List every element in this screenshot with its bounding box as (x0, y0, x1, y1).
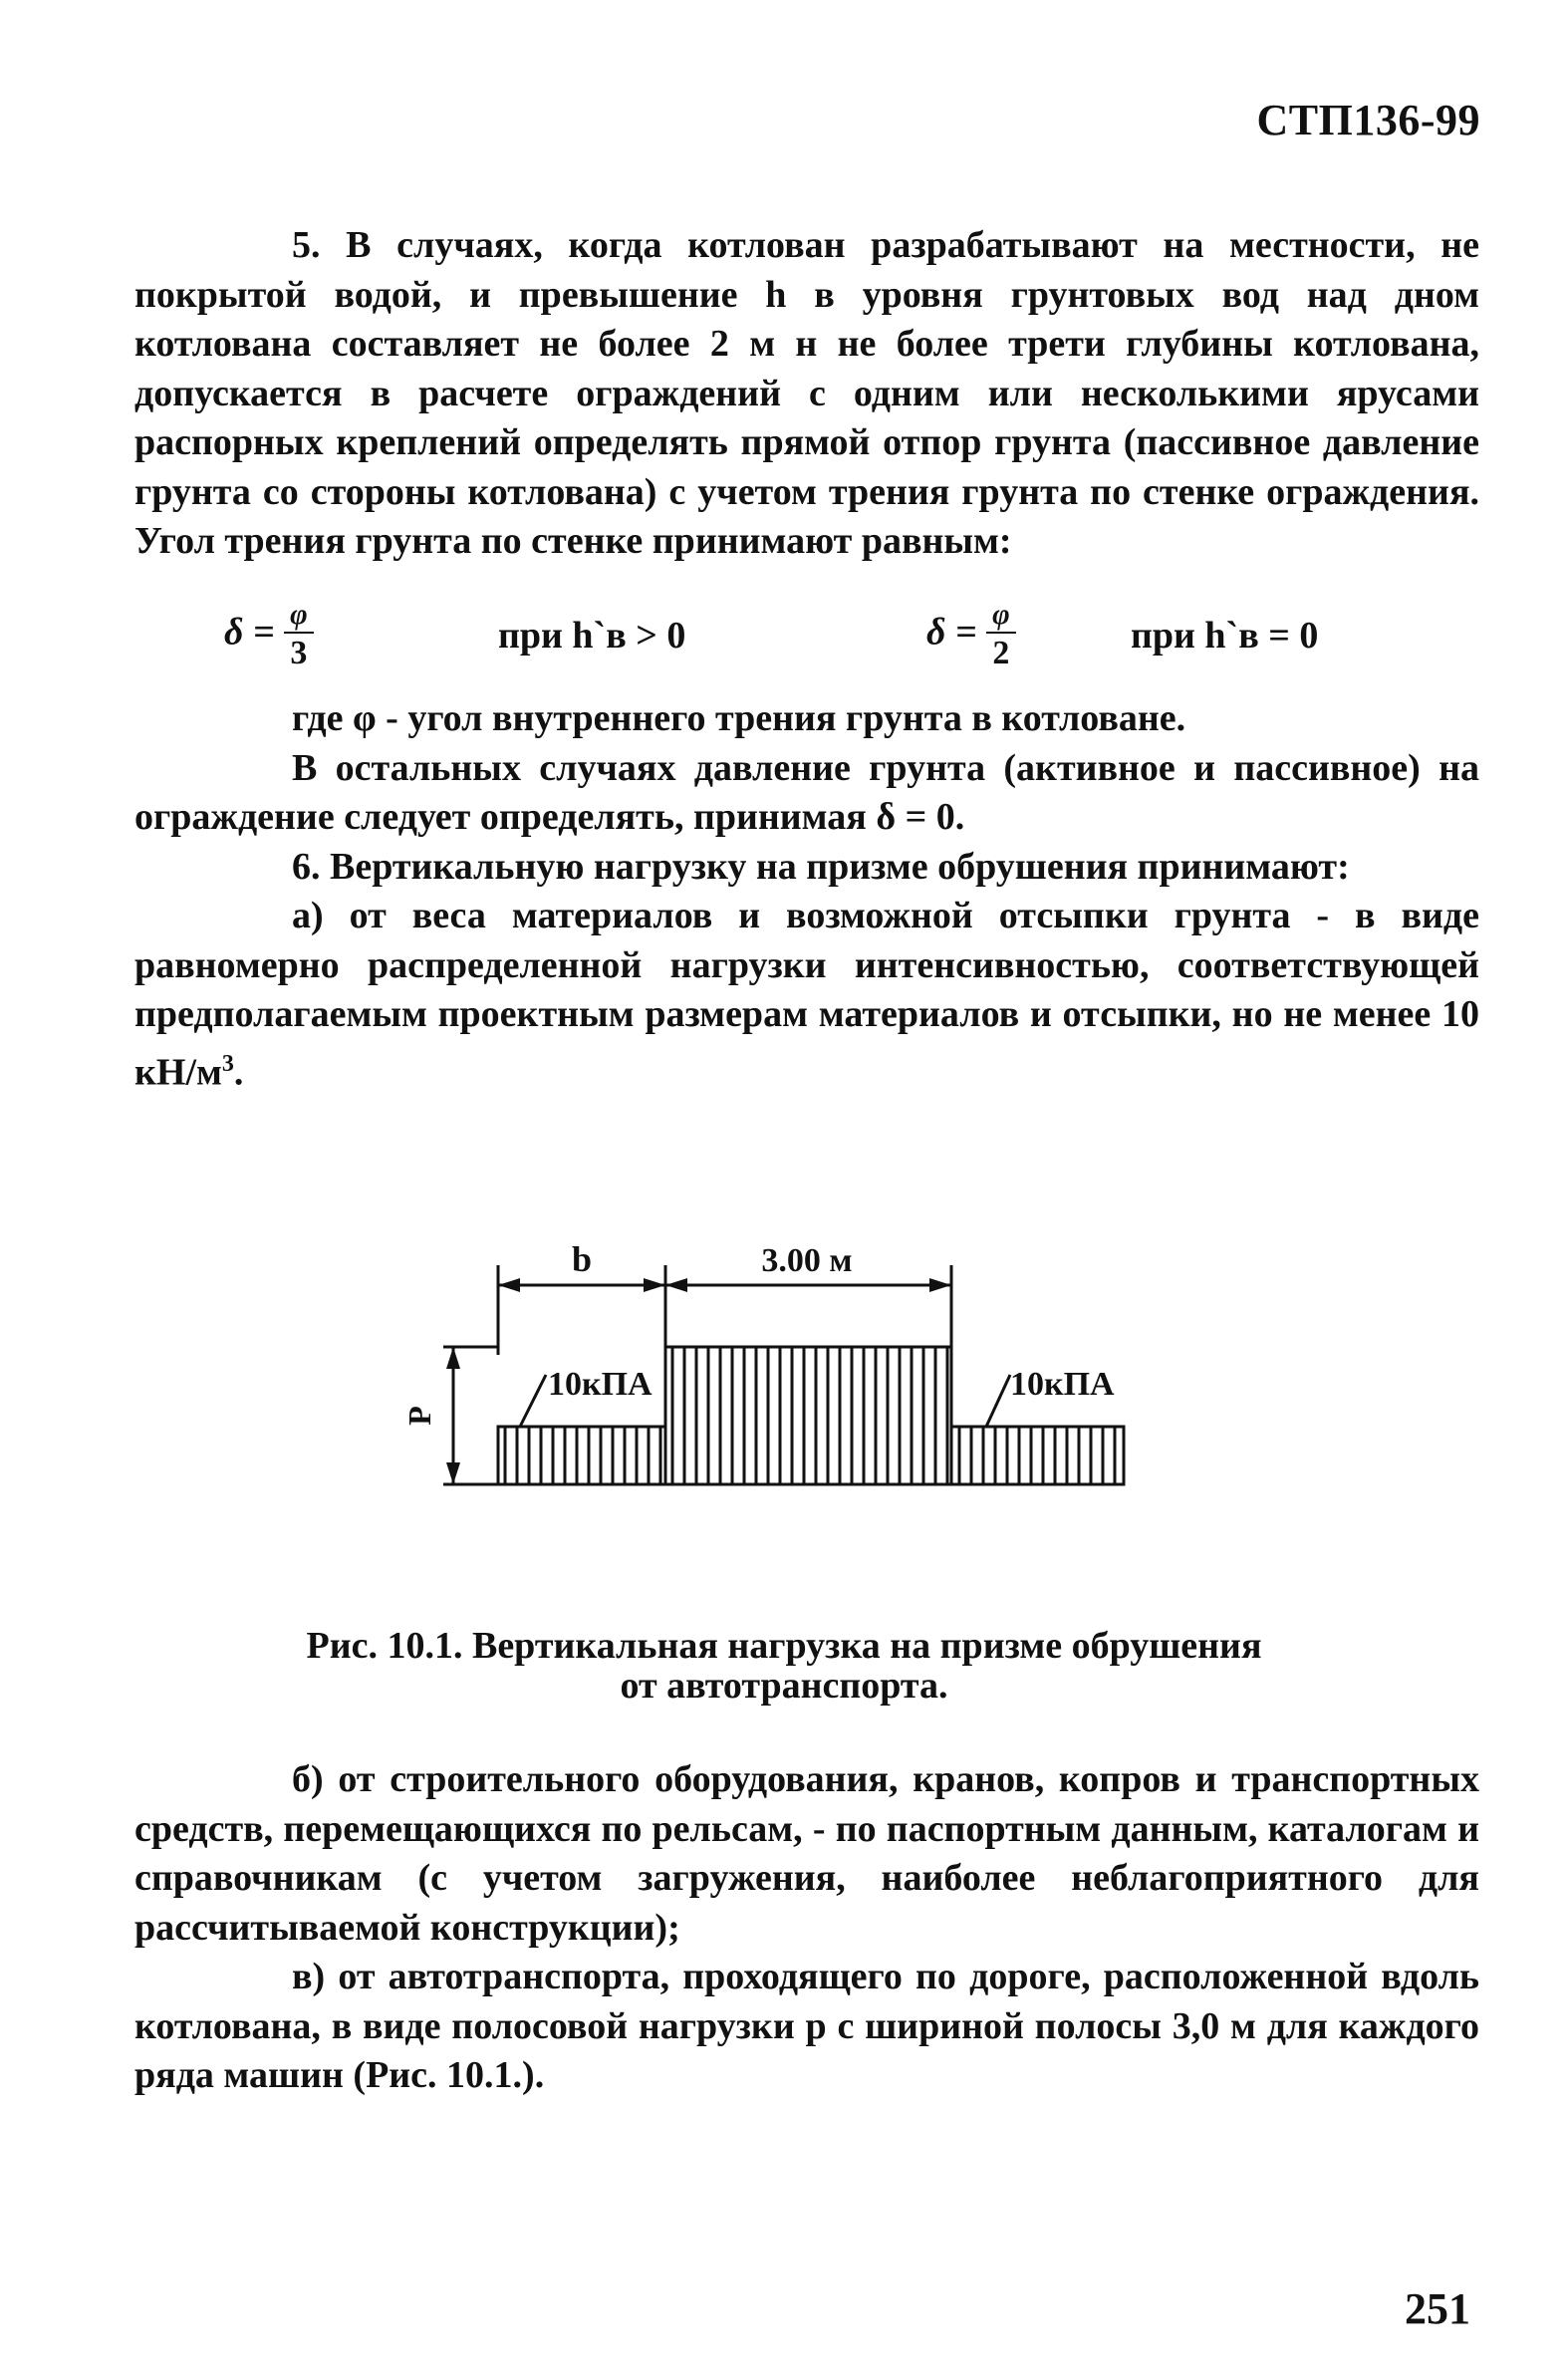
items-after-figure (134, 1755, 1479, 2101)
left-leader-line (520, 1375, 546, 1427)
document-code-header: СТП136-99 (1256, 96, 1480, 144)
figure-caption (0, 1626, 1568, 1706)
formula-2-fraction (986, 598, 1016, 673)
figure-caption-line-1: Рис. 10.1. Вертикальная нагрузка на призме обрушения (306, 1625, 1262, 1667)
formula-1 (224, 598, 314, 673)
left-load-block (498, 1427, 665, 1484)
formula-2-condition: при h`в = 0 (1131, 615, 1319, 657)
strip-load-block (665, 1347, 951, 1484)
item-c-paragraph: в) от автотранспорта, проходящего по дороге, расположенной вдоль котлована, в виде полосовой нагрузки р с шириной полосы 3,0 м для каждого ряда машин (Рис. 10.1.). (134, 1956, 1479, 2096)
right-leader-line (986, 1375, 1010, 1427)
formula-2-lhs: δ = (926, 611, 977, 654)
right-load-label: 10кПА (1010, 1366, 1115, 1403)
section-5-paragraph: 5. В случаях, когда котлован разрабатывают на местности, не покрытой водой, и превышение h в уровня грунтовых вод над дном котлована составляет не более 2 м н не более трети глубины котлована, допускается в расчете ограждений с одним или несколькими ярусами распорных креплений определять прямой отпор грунта (пассивное давление грунта со стороны котлована) с учетом трения грунта по стенке ограждения. Угол трения грунта по стенке принимают равным: (134, 224, 1479, 562)
item-a-paragraph (134, 892, 1479, 1098)
figure-caption-line-2: от автотранспорта. (620, 1665, 948, 1707)
item-a-text: а) от веса материалов и возможной отсыпки грунта - в виде равномерно распределенной нагрузки интенсивностью, соответствующей предполагаемым проектным размерам материалов и отсыпки, но не менее 10 кН/м (134, 895, 1479, 1094)
formula-1-denominator: 3 (290, 635, 308, 671)
left-load-label: 10кПА (548, 1366, 653, 1403)
item-b-paragraph: б) от строительного оборудования, кранов, копров и транспортных средств, перемещающихся по рельсам, - по паспортным данным, каталогам и справочникам (с учетом загружения, наиболее неблагоприятного для рассчитываемой конструкции); (134, 1758, 1479, 1949)
dimension-lines (498, 1265, 951, 1355)
section-6-title: 6. Вертикальную нагрузку на призме обрушения принимают: (292, 845, 1350, 888)
formula-2-denominator: 2 (992, 635, 1010, 671)
dimension-b-label: b (571, 1239, 593, 1279)
formula-2-numerator: φ (986, 598, 1016, 634)
formula-1-condition: при h`в > 0 (498, 615, 686, 657)
section-5-block (134, 221, 1479, 567)
formula-1-fraction (284, 598, 314, 673)
p-arrow-top (446, 1347, 460, 1369)
load-p-label: P (401, 1406, 437, 1426)
right-load-block (951, 1427, 1124, 1484)
formula-1-lhs: δ = (224, 611, 275, 654)
friction-formulas (0, 598, 1568, 697)
load-diagram-figure (0, 1235, 1568, 1514)
formula-1-numerator: φ (284, 598, 314, 634)
page-number: 251 (1405, 2284, 1470, 2333)
p-arrow-bottom (446, 1462, 460, 1484)
where-phi-line: где φ - угол внутреннего трения грунта в котловане. (292, 697, 1186, 739)
item-a-superscript: 3 (221, 1050, 234, 1077)
formula-2 (926, 598, 1016, 673)
other-cases-paragraph: В остальных случаях давление грунта (активное и пассивное) на ограждение следует определять, принимая δ = 0. (134, 746, 1479, 838)
section-5-continuation (134, 694, 1479, 1098)
dimension-strip-label: 3.00 м (761, 1242, 853, 1279)
item-a-end: . (233, 1051, 244, 1094)
